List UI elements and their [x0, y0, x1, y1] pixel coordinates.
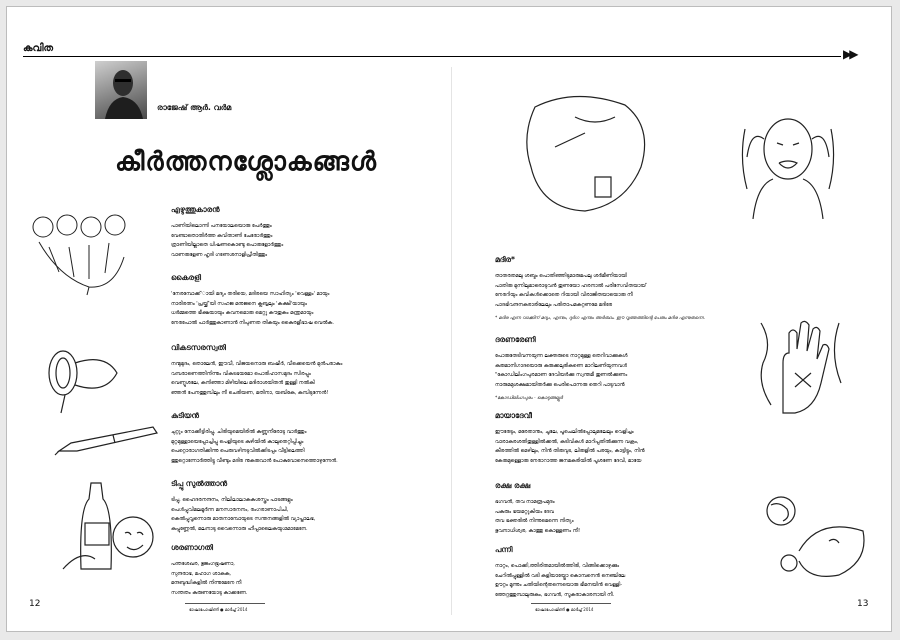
poem-heading: മായാദേവീ [495, 411, 532, 420]
poem-body: 'നേരമ്പോക്ക്'ായി മദ്യം തരിയെ, മദിരയെ സാഹിത്യം 'വെള്ളം' മായും നാരിരത്നം 'പ്രയ്ക്ക്'യി സഹജ മനുജനെ ക്ലബ്ബലും 'കക്ഷി'യായും ധർമ്മത്തെ ഭീക്ഷയായും കവനമൊരു മെറ്റു കൗതുകം മന്ത്രമായും നേരപോൽ പാർത്തുകാണാൻ നിപുണത തികയും കൈരളീഭാഷ വെൽക. [171, 291, 334, 326]
poem-heading: മദിര* [495, 255, 515, 264]
poem-block [171, 205, 461, 260]
poem-heading: പന്നി [495, 545, 513, 554]
poem-block [495, 335, 785, 404]
poem-heading: കുടിയൻ [171, 411, 199, 420]
poem-body: പാണിയിലൊന്നി പനയോലയൊരു പേർത്തും വേണ്ടാതൊതിർത്ത കവിതാണി ചേരോർത്തും ത്രാണിയില്ലാതെ ധിഷണകൊണ്ടു പൊരുളോർത്തും വാണരുളേണ ഹൃദി ഗണേശനാളിപ്രീതിത്തും [171, 223, 284, 258]
poem-heading: എഴുത്തുകാരൻ [171, 205, 220, 214]
poem-block [171, 411, 461, 466]
poem-heading: ദരണരേണി [495, 335, 536, 344]
author-photo [95, 61, 147, 119]
poem-heading: ടിപ്പു സുൽത്താൻ [171, 479, 228, 488]
hand-with-vines-illustration [755, 313, 845, 423]
poem-footnote: * മദിര എന്ന വാക്കിന് മദ്യം, എന്നും, ദുർഗ എന്നും അർത്ഥം. ഈ വൃത്തത്തിന്റെ പേരും മദിര എന്നുതന്നെ. [495, 316, 706, 321]
poem-body: പോരുതേടിവന്നയുന്ന ലക്തരുടെ നാറ്റമുള്ള തെറിവാക്കുകൾ കുരുമാനിഗാദയൊരു കുരുക്കലുരികണെ മാറിലണിയുന്നവൾ "കോഡിലിംഗപുരമാണ ദേവിയർക്കു സ്വന്തമീ തുണൽക്കുണം നാരുമമുശക്ഷമായിതർക്കു പെരിപൊന്നരു തെറി പാടുവാൻ [495, 353, 628, 388]
poem-heading: ശരണാഗതി [171, 543, 213, 552]
pot-illustration [35, 343, 125, 423]
poem-block [171, 343, 461, 398]
page-number-right: 13 [857, 599, 869, 609]
palm-leaf-hands-illustration [29, 197, 149, 297]
poem-body: താതരതമലു ശബ്ദം പൊതിഞ്ഞിടുമാരുമപലു ശർമീണിയായി പാതിരു മുന്നിലുമാരൊടുവൻ തുണയോ ഹരനാൽ പരിസേവിതയായ് നേരറിയും കവികൾക്കൊതെ റിയായി വിരാജിതയായൊരു നീ പാദഭിവന്ദനകരാരിലേലും പരിതാപമകറ്റണമേ മദിരേ [495, 273, 647, 308]
header-rule [23, 56, 841, 57]
poem-body: ചുറ്റും നോക്കീട്ടിരിപ്പു, ചിരിയുമെയിരിൽ കണ്ണുനീരോടു വാർത്തും മുറ്റമുള്ളായെപ്പോച്ചിപ്പു പെളിയുടെ കുഴിയിൽ കാലുതെറ്റിപ്പിച്ചും പെറ്റൊരാഗതിക്കിന്നു പെരുവഴിനടുവിൽക്കിടപ്പം വീട്ടിലെത്തി ത്തുറ്റൊന്നോർത്തിട്ടു വീണ്ടും മദിര നുകരുവാൻ പോകുവോനെത്തൊഴുന്നേൻ. [171, 429, 338, 464]
drunk-man-bottle-illustration [51, 479, 161, 579]
section-label: കവിത [23, 43, 54, 54]
poem-block [171, 273, 461, 328]
poem-footnote: *കോഡിലിംഗപുരം - കൊടുങ്ങല്ലൂർ [495, 396, 563, 401]
poem-block [171, 543, 461, 598]
bag-and-glass-illustration [515, 87, 655, 217]
poem-body: പന്തശേഖര, ഭുജംഗഭൂഷണാ, സുന്ദരാഭ, മഹാഗ ശാകക, മന്ദബുദ്ധികളിൽ നിന്നുമേനേ നീ സന്തതം കരുണയോടു കാക്കണേ. [171, 561, 248, 596]
author-name: രാജേഷ് ആർ. വർമ [157, 103, 232, 112]
poem-block [171, 479, 461, 534]
page-number-left: 12 [29, 599, 41, 609]
magazine-spread [6, 6, 892, 632]
poem-body: ഈരേടും, മരേതാനും, ചൂലേ, പൂചെലിൽപ്പോലുമലേലും വെളിച്ചം വാരാകരശതിതുള്ളിൽക്കൽ, കടിവികൾ മാറിപ്പതിൽക്കുന്ന വക്രം, കീരത്തിൽ മെഴിലും, നിൻ തിരുവുട, ലിരുളിൽ പരയും, കാട്ടിട്ടും, നിൻ കേരുമുള്ളൊരു നേരാറാത്ത ജനമകരിയിൽ പൂശണേ ദേവി, മായേ [495, 429, 645, 464]
poem-block [495, 255, 785, 324]
poem-body: നന്മുമുദം, തൊലേൻ, ഈവീ, വിജയനൊരു ബഷീർ, വീക്കെയെൻ മുൻപരാകും വമ്പരാണെത്തിനിന്നും വികടഭയമോ പൊരിഹാസമുദം സിരപ്പും വെണ്പൂശലേ, കനിഞ്ഞാ മിഴിയിലെ മദിരാശയിതൻ തുള്ളി നൽകി ഞ്ഞൻ പേനത്തുമ്പിലും നീ ചെരിയണ, മതിനാ, യബികേ, കുമ്പിടുന്നേൻ! [171, 361, 343, 396]
poem-body: നാറ്റം, പൊക്കി,ത്തിരിതമായിൽത്തിരി, വിങ്ങിക്കൊഴുക്കും ചേറിൽപ്പുള്ളിൽ വടി കളിയായ്പ്പോ കൊമ്പനെൻ നെഞ്ചിലേ ഊറ്റം മൂന്നും ചതിയിന്റെതന്നെയൊരു ഭീമനയിൻ വെള്ളി- ത്തേറ്റത്തുമ്പാലുരുകും, ഭഗവൻ, സൂകരാകാരനായി നീ. [495, 563, 626, 598]
poem-heading: രക്ഷ രക്ഷ [495, 481, 531, 490]
poem-heading: കൈരളി [171, 273, 202, 282]
article-title: കീർത്തനശ്ലോകങ്ങൾ [115, 147, 377, 177]
poem-body: ഭഗവൻ, തവ നാമരൂപമുദം പകരും ഭയമറ്റുകിയം ദേവ തവ ഭക്തരിൽ നിന്നുമെന്നെ നിത്യം ഭുവനാധിശ്വര, കാത്തു കൊള്ളണം നീ! [495, 499, 581, 534]
footer-rule-right [531, 603, 611, 604]
poem-block [495, 545, 785, 600]
poem-body: ടിപ്പു, ഹൈദരനന്ദനം, നിലിലാലാകകശസ്ത്രം പാടങ്ങളും പെൾപ്പുവിമലമൂർന്ന മനസാരനനം, രംഗരാണാപിചി, കെൽപ്പുവൃന്നൊരു മാതനാമ്പോയുടെ സന്തനങ്ങളിൽ വ്യാപ്താലഭ, കുപ്പുണ്ണേൽ, മലനാടു വൈന്നൊരു ഹീപ്പാലൈകയുഗ്മമാമേനേ. [171, 497, 316, 532]
poem-block [495, 411, 785, 466]
screaming-woman-illustration [733, 99, 843, 219]
footer-masthead-left: ഭാഷാപോഷിണി ● മാർച്ച് 2014 [189, 607, 248, 612]
globe-and-boar-illustration [759, 491, 869, 581]
footer-masthead-right: ഭാഷാപോഷിണി ● മാർച്ച് 2014 [535, 607, 594, 612]
poem-heading: വികടസരസ്വതി [171, 343, 226, 352]
fountain-pen-illustration [53, 421, 163, 457]
footer-rule-left [185, 603, 265, 604]
continue-arrow-icon: ▶▶ [843, 47, 856, 61]
poem-block [495, 481, 785, 536]
